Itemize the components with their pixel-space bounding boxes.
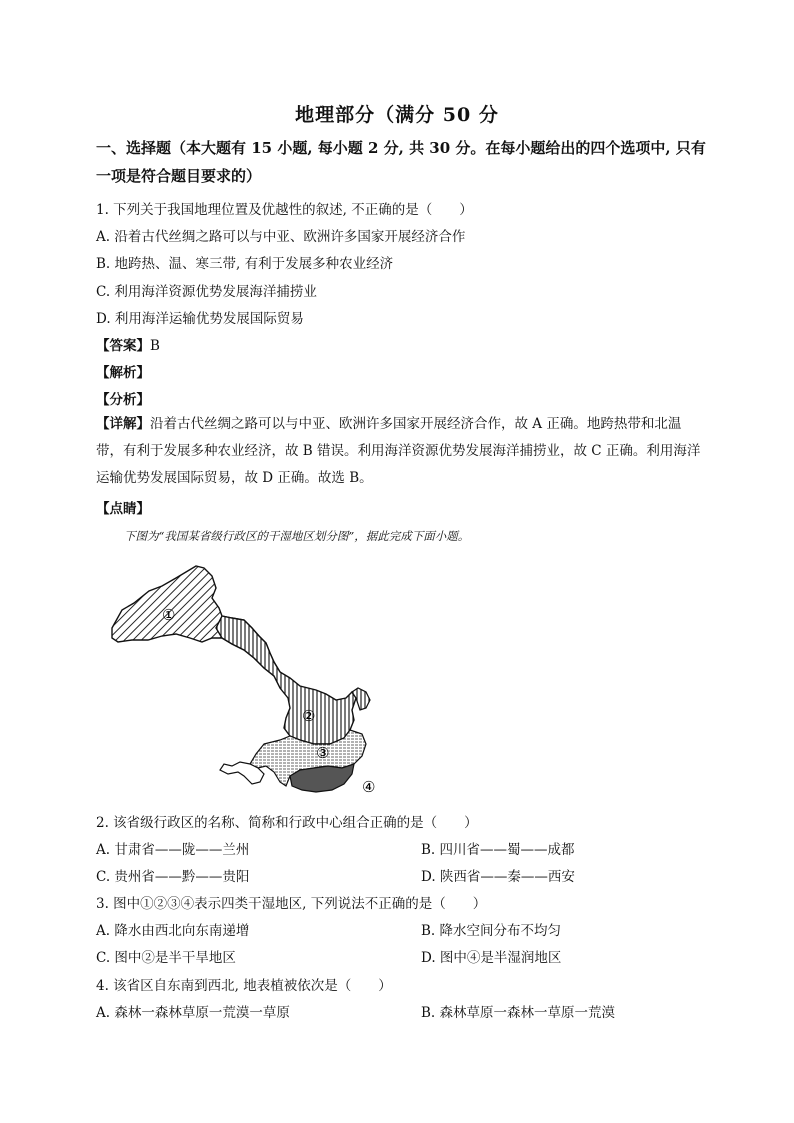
question-2-stem: 2. 该省级行政区的名称、简称和行政中心组合正确的是（ ）: [96, 815, 478, 831]
map-label-1: ①: [162, 606, 176, 624]
q2-option-c: C. 贵州省——黔——贵阳: [96, 869, 250, 885]
q1-option-a: A. 沿着古代丝绸之路可以与中亚、欧洲许多国家开展经济合作: [96, 229, 466, 245]
section-heading: 一、选择题（本大题有 15 小题, 每小题 2 分, 共 30 分。在每小题给出的四个选项中, 只有一项是符合题目要求的）: [96, 139, 706, 185]
page-title: 地理部分（满分 50 分: [295, 104, 499, 126]
map-label-4: ④: [362, 778, 376, 796]
q3-option-c: C. 图中②是半干旱地区: [96, 950, 236, 966]
answer-value: B: [150, 338, 160, 354]
q3-option-d: D. 图中④是半湿润地区: [421, 950, 562, 966]
q4-option-a: A. 森林一森林草原一荒漠一草原: [96, 1005, 290, 1021]
province-map: [104, 558, 414, 808]
question-1-stem: 1. 下列关于我国地理位置及优越性的叙述, 不正确的是（ ）: [96, 202, 473, 218]
answer-line: [96, 336, 160, 356]
q1-option-c: C. 利用海洋资源优势发展海洋捕捞业: [96, 284, 317, 300]
detail-tag: 【详解】: [96, 416, 150, 432]
q2-option-b: B. 四川省——蜀——成都: [421, 842, 575, 858]
question-4-stem: 4. 该省区自东南到西北, 地表植被依次是（ ）: [96, 978, 392, 994]
q3-option-b: B. 降水空间分布不均匀: [421, 923, 562, 939]
q3-option-a: A. 降水由西北向东南递增: [96, 923, 250, 939]
province-map-svg: [104, 558, 414, 808]
q1-option-b: B. 地跨热、温、寒三带, 有利于发展多种农业经济: [96, 256, 394, 272]
q2-option-d: D. 陕西省——秦——西安: [421, 869, 575, 885]
analysis-tag: 【解析】: [96, 365, 150, 381]
detail-text: 沿着古代丝绸之路可以与中亚、欧洲许多国家开展经济合作，故 A 正确。地跨热带和北温带，有利于发展多种农业经济，故 B 错误。利用海洋资源优势发展海洋捕捞业，故 C 正确。利用海洋运输优势发展国际贸易，故 D 正确。故选 B。: [96, 416, 701, 486]
map-label-2: ②: [302, 707, 316, 725]
map-label-3: ③: [316, 744, 330, 762]
q2-option-a: A. 甘肃省——陇——兰州: [96, 842, 250, 858]
detail-paragraph: [96, 411, 702, 492]
question-3-stem: 3. 图中①②③④表示四类干湿地区, 下列说法不正确的是（ ）: [96, 896, 487, 912]
map-region-2: [216, 616, 356, 744]
q4-option-b: B. 森林草原一森林一草原一荒漠: [421, 1005, 616, 1021]
dianjing-tag: 【点睛】: [96, 501, 150, 517]
fenxi-tag: 【分析】: [96, 392, 150, 408]
answer-tag: 【答案】: [96, 338, 150, 354]
q1-option-d: D. 利用海洋运输优势发展国际贸易: [96, 311, 304, 327]
figure-caption: 下图为“我国某省级行政区的干湿地区划分图”，据此完成下面小题。: [124, 529, 470, 543]
